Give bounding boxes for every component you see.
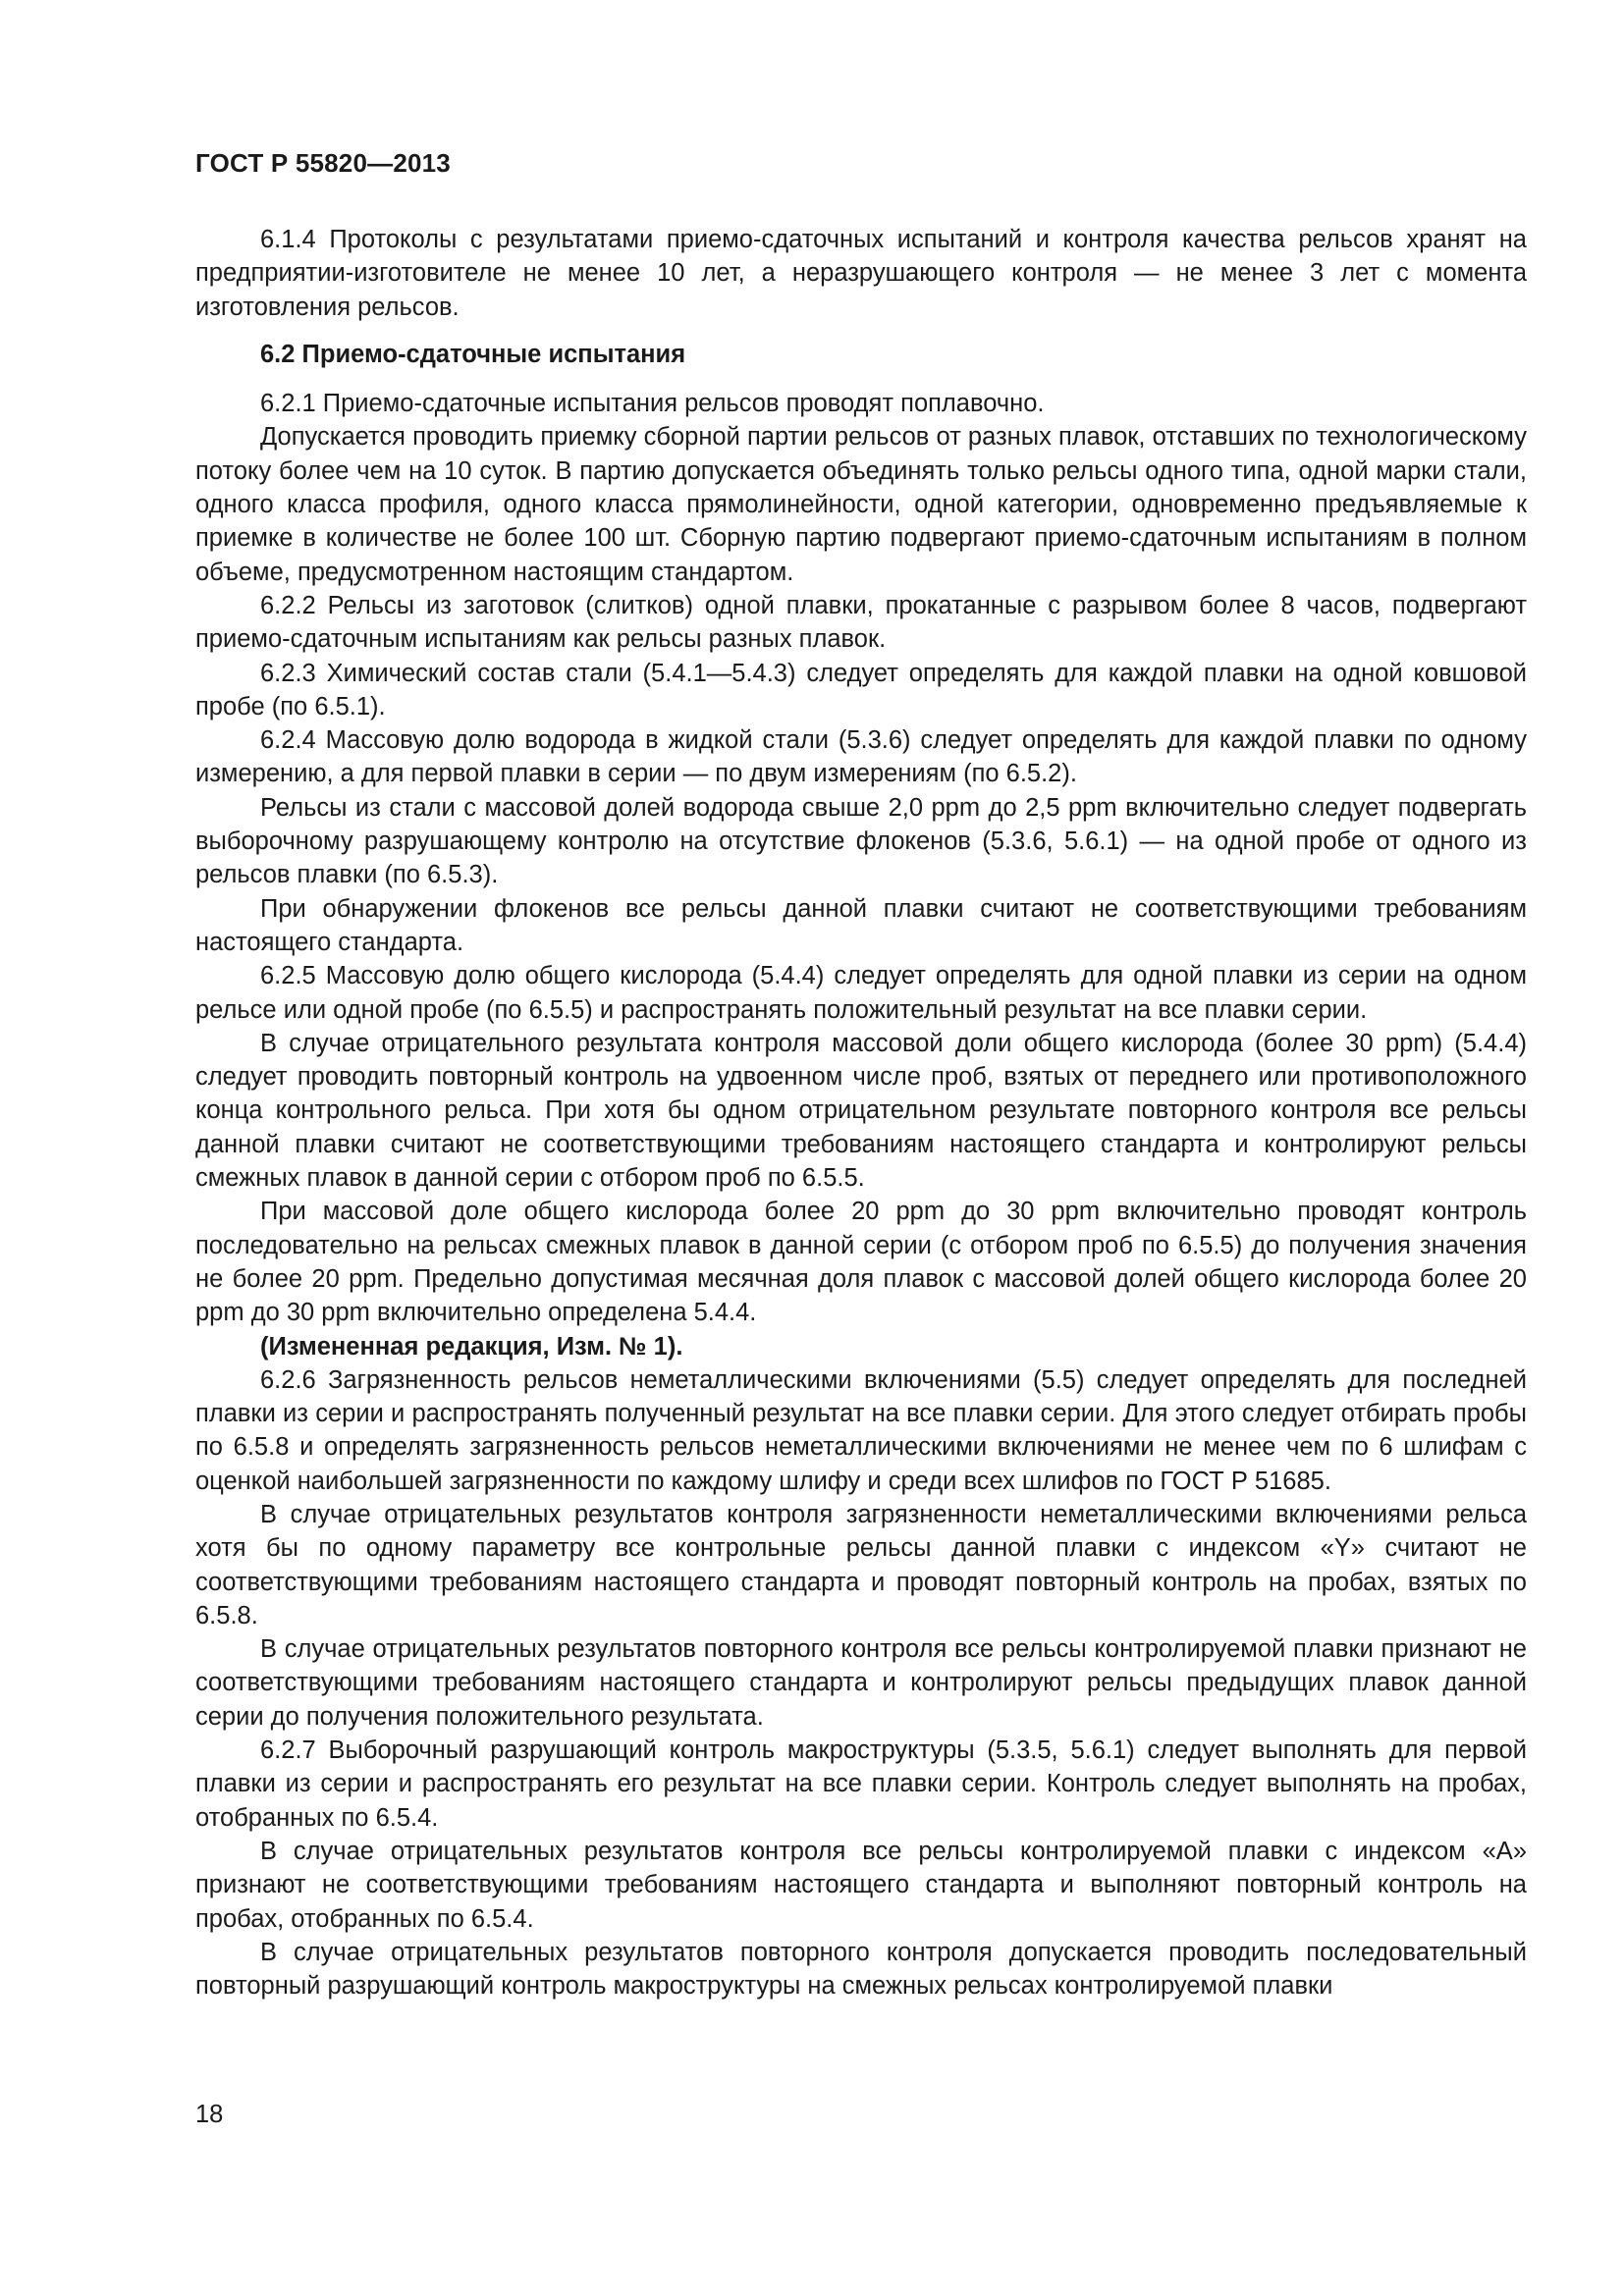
- standard-code-header: ГОСТ Р 55820—2013: [195, 148, 451, 178]
- paragraph-6-2-1-b: Допускается проводить приемку сборной партии рельсов от разных плавок, отставших по технологическому потоку более чем на 10 суток. В партию допускается объединять только рельсы одного типа, одной марки стали, одного класса профиля, одного класса прямолинейности, одной категории, одновременно предъявляемые к приемке в количестве не более 100 шт. Сборную партию подвергают приемо-сдаточным испытаниям в полном объеме, предусмотренном настоящим стандартом.: [195, 423, 1527, 586]
- document-page: [195, 0, 1527, 2296]
- paragraph-6-2-1: 6.2.1 Приемо-сдаточные испытания рельсов проводят поплавочно.: [260, 390, 1045, 418]
- paragraph-6-2-5: 6.2.5 Массовую долю общего кислорода (5.4.4) следует определять для одной плавки из серии на одном рельсе или одной пробе (по 6.5.5) и распространять положительный результат на все плавки серии.: [195, 962, 1527, 1024]
- page-number: 18: [195, 2101, 224, 2128]
- paragraph-6-2-5-c: При массовой доле общего кислорода более 20 ppm до 30 ppm включительно проводят контроль последовательно на рельсах смежных плавок в данной серии (с отбором проб по 6.5.5) до получения значения не более 20 ppm. Предельно допустимая месячная доля плавок с массовой долей общего кислорода более 20 ppm до 30 ppm включительно определена 5.4.4.: [195, 1198, 1527, 1327]
- paragraph-6-1-4: 6.1.4 Протоколы с результатами приемо-сдаточных испытаний и контроля качества рельсов хранят на предприятии-изготовителе не менее 10 лет, а неразрушающего контроля — не менее 3 лет с момента изготовления рельсов.: [195, 226, 1527, 321]
- paragraph-6-2-2: 6.2.2 Рельсы из заготовок (слитков) одной плавки, прокатанные с разрывом более 8 часов, подвергают приемо-сдаточным испытаниям как рельсы разных плавок.: [195, 591, 1527, 654]
- paragraph-6-2-7-c: В случае отрицательных результатов повторного контроля допускается проводить последовательный повторный разрушающий контроль макроструктуры на смежных рельсах контролируемой плавки: [195, 1938, 1527, 2001]
- paragraph-6-2-7: 6.2.7 Выборочный разрушающий контроль макроструктуры (5.3.5, 5.6.1) следует выполнять для первой плавки из серии и распространять его результат на все плавки серии. Контроль следует выполнять на пробах, отобранных по 6.5.4.: [195, 1736, 1527, 1832]
- section-heading-6-2: 6.2 Приемо-сдаточные испытания: [260, 340, 686, 368]
- paragraph-6-2-6-b: В случае отрицательных результатов контроля загрязненности неметаллическими включениями рельса хотя бы по одному параметру все контрольные рельсы данной плавки с индексом «Y» считают не соответствующими требованиям настоящего стандарта и проводят повторный контроль на пробах, взятых по 6.5.8.: [195, 1500, 1527, 1629]
- paragraph-6-2-4-c: При обнаружении флокенов все рельсы данной плавки считают не соответствующими требованиям настоящего стандарта.: [195, 894, 1527, 956]
- paragraph-6-2-5-b: В случае отрицательного результата контроля массовой доли общего кислорода (более 30 ppm) (5.4.4) следует проводить повторный контроль на удвоенном числе проб, взятых от переднего или противоположного конца контрольного рельса. При хотя бы одном отрицательном результате повторного контроля все рельсы данной плавки считают не соответствующими требованиям настоящего стандарта и контролируют рельсы смежных плавок в данной серии с отбором проб по 6.5.5.: [195, 1029, 1527, 1193]
- paragraph-6-2-6-c: В случае отрицательных результатов повторного контроля все рельсы контролируемой плавки признают не соответствующими требованиям настоящего стандарта и контролируют рельсы предыдущих плавок данной серии до получения положительного результата.: [195, 1635, 1527, 1731]
- paragraph-6-2-4: 6.2.4 Массовую долю водорода в жидкой стали (5.3.6) следует определять для каждой плавки по одному измерению, а для первой плавки в серии — по двум измерениям (по 6.5.2).: [195, 726, 1527, 788]
- amendment-note: (Измененная редакция, Изм. № 1).: [260, 1332, 683, 1361]
- paragraph-6-2-3: 6.2.3 Химический состав стали (5.4.1—5.4.3) следует определять для каждой плавки на одной ковшовой пробе (по 6.5.1).: [195, 659, 1527, 721]
- paragraph-6-2-4-b: Рельсы из стали с массовой долей водорода свыше 2,0 ppm до 2,5 ppm включительно следует подвергать выборочному разрушающему контролю на отсутствие флокенов (5.3.6, 5.6.1) — на одной пробе от одного из рельсов плавки (по 6.5.3).: [195, 793, 1527, 889]
- document-body: [195, 223, 1527, 2002]
- paragraph-6-2-6: 6.2.6 Загрязненность рельсов неметаллическими включениями (5.5) следует определять для последней плавки из серии и распространять полученный результат на все плавки серии. Для этого следует отбирать пробы по 6.5.8 и определять загрязненность рельсов неметаллическими включениями не менее чем по 6 шлифам с оценкой наибольшей загрязненности по каждому шлифу и среди всех шлифов по ГОСТ Р 51685.: [195, 1365, 1527, 1495]
- paragraph-6-2-7-b: В случае отрицательных результатов контроля все рельсы контролируемой плавки с индексом «А» признают не соответствующими требованиям настоящего стандарта и выполняют повторный контроль на пробах, отобранных по 6.5.4.: [195, 1837, 1527, 1933]
